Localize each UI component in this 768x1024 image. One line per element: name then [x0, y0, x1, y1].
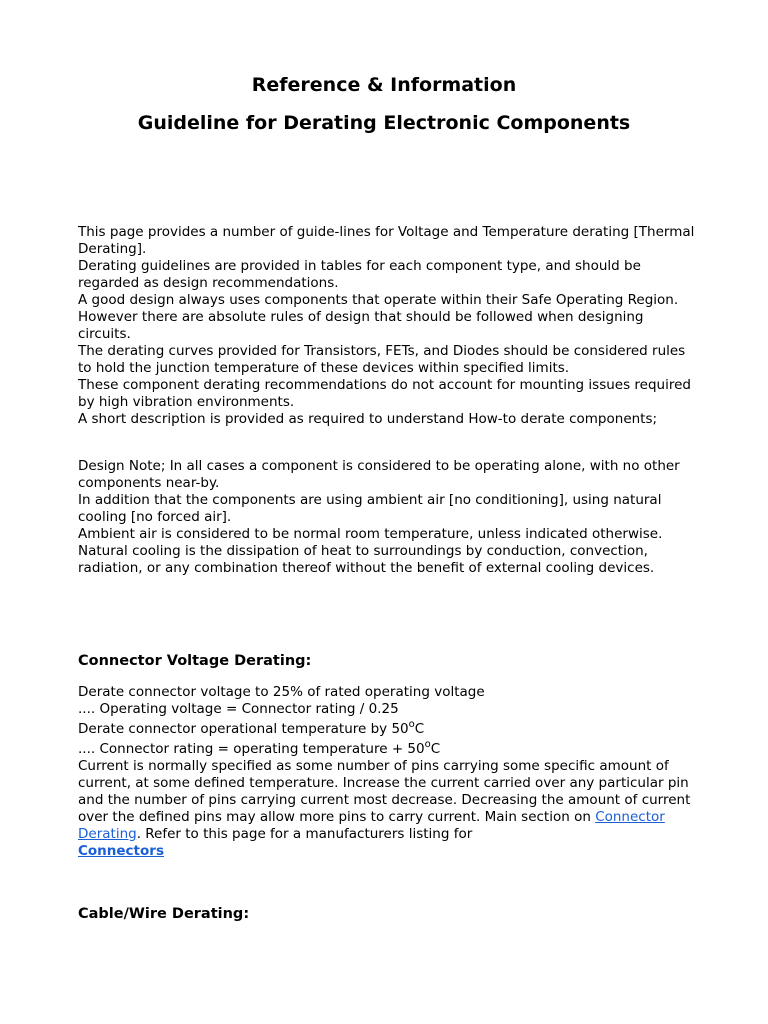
- design-note-paragraph: Ambient air is considered to be normal room temperature, unless indicated otherwise.: [78, 526, 663, 542]
- intro-paragraph: Derating guidelines are provided in tables for each component type, and should be regarded as design recommendations.: [78, 258, 641, 291]
- connector-line: .... Operating voltage = Connector rating / 0.25: [78, 701, 399, 717]
- page-subtitle: Guideline for Derating Electronic Components: [137, 112, 631, 134]
- connector-section: [78, 684, 696, 860]
- intro-paragraph: A good design always uses components that operate within their Safe Operating Region.: [78, 292, 679, 308]
- intro-section: [78, 224, 696, 428]
- connector-line: .... Connector rating = operating temperature + $50^oC$: [78, 739, 441, 757]
- intro-paragraph: However there are absolute rules of design that should be followed when designing circuits.: [78, 309, 644, 342]
- design-note-section: [78, 458, 696, 577]
- intro-paragraph: The derating curves provided for Transistors, FETs, and Diodes should be considered rules to hold the junction temperature of these devices within specified limits.: [78, 343, 686, 376]
- connectors-link[interactable]: Connectors: [78, 843, 164, 859]
- connector-paragraph: Current is normally specified as some number of pins carrying some specific amount of current, at some defined temperature. Increase the current carried over any particular pin and the number of pins carrying current most decrease. Decreasing the amount of current over the defined pins may allow more pins to carry current. Main section on Connector Derating. Refer to this page for a manufacturers listing for Connectors: [78, 758, 691, 859]
- intro-paragraph: This page provides a number of guide-lines for Voltage and Temperature derating [Thermal Derating].: [78, 224, 695, 257]
- page-title: Reference & Information: [251, 74, 517, 96]
- connector-derating-link[interactable]: Connector Derating: [78, 809, 665, 842]
- connector-heading: Connector Voltage Derating:: [78, 653, 312, 669]
- design-note-paragraph: In addition that the components are using ambient air [no conditioning], using natural cooling [no forced air].: [78, 492, 662, 525]
- connector-line: Derate connector operational temperature by 50$^o$C: [78, 719, 425, 737]
- design-note-paragraph: Design Note; In all cases a component is considered to be operating alone, with no other components near-by.: [78, 458, 680, 491]
- design-note-paragraph: Natural cooling is the dissipation of heat to surroundings by conduction, convection, radiation, or any combination thereof without the benefit of external cooling devices.: [78, 543, 655, 576]
- cable-heading: Cable/Wire Derating:: [78, 906, 250, 922]
- connector-line: Derate connector voltage to 25% of rated operating voltage: [78, 684, 485, 700]
- intro-paragraph: A short description is provided as required to understand How-to derate components;: [78, 411, 658, 427]
- intro-paragraph: These component derating recommendations do not account for mounting issues required by high vibration environments.: [78, 377, 691, 410]
